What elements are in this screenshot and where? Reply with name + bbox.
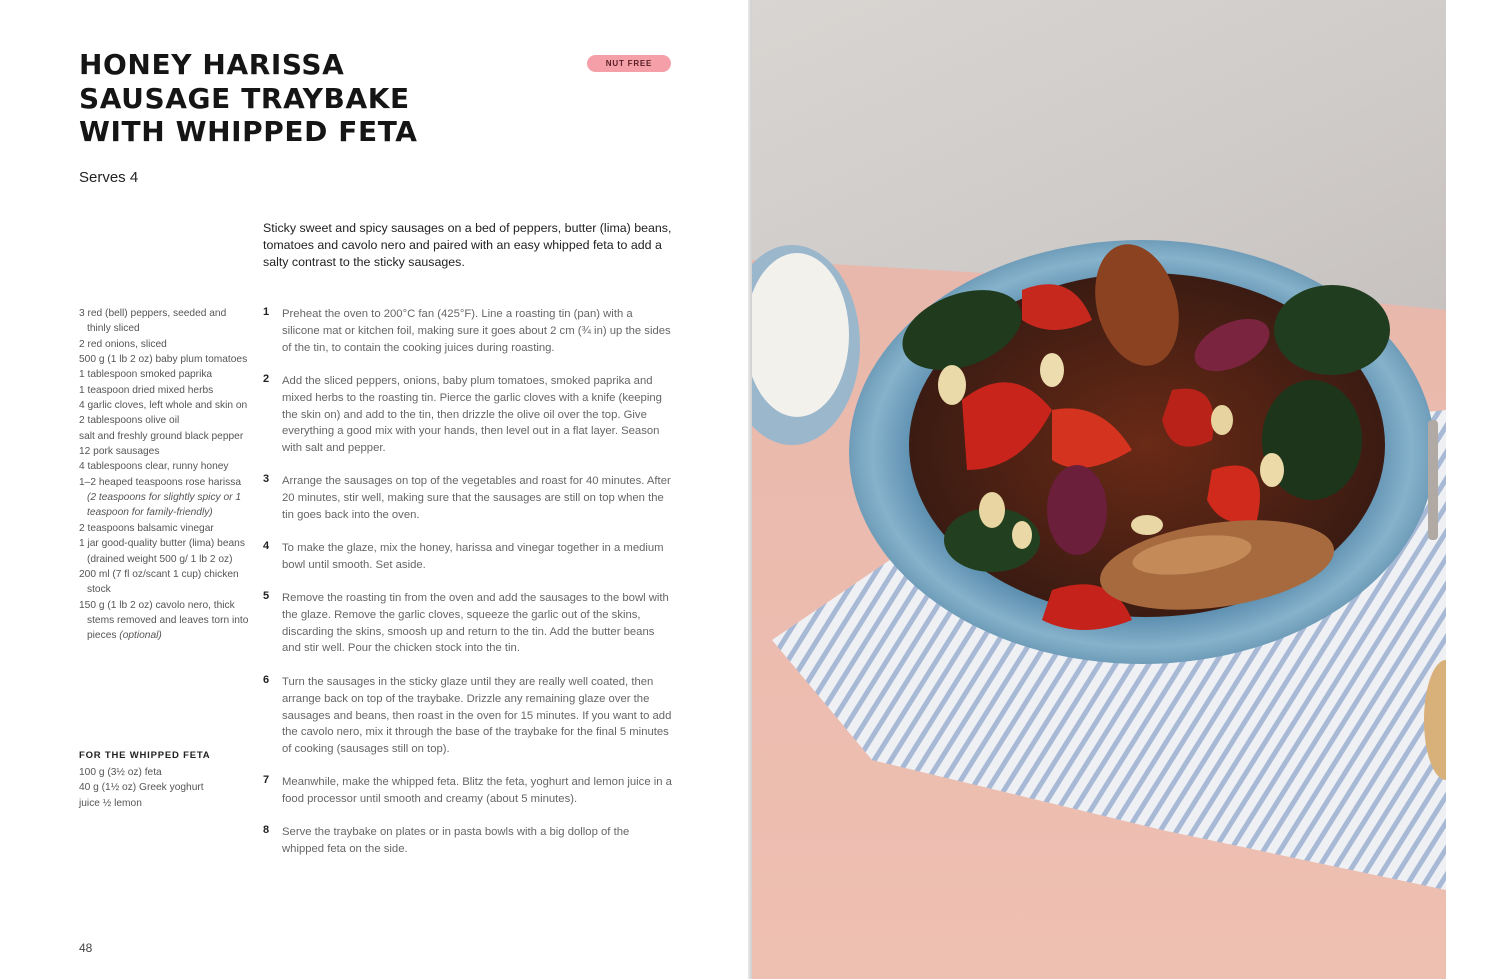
recipe-title-line: WITH WHIPPED FETA [79, 115, 418, 148]
ingredient-note: (optional) [119, 630, 162, 642]
feta-ingredient-item: 100 g (3½ oz) feta [79, 767, 162, 778]
step-number: 6 [263, 674, 270, 686]
ingredient-text: 200 ml (7 fl oz/scant 1 cup) chicken stock [79, 568, 239, 596]
ingredient-item [79, 352, 249, 367]
ingredient-text: 2 red onions, sliced [79, 338, 167, 350]
ingredient-text: 2 tablespoons olive oil [79, 415, 180, 427]
ingredient-item [79, 459, 249, 474]
ingredient-text: 150 g (1 lb 2 oz) cavolo nero, thick stems removed and leaves torn into pieces [79, 599, 249, 642]
ingredient-text: 3 red (bell) peppers, seeded and thinly sliced [79, 308, 227, 335]
step-number: 7 [263, 774, 270, 786]
step-number: 4 [263, 540, 270, 552]
step-text: Preheat the oven to 200°C fan (425°F). Line a roasting tin (pan) with a silicone mat or kitchen foil, making sure it goes about 2 cm (¾ in) up the sides of the tin, to contain the cooking juices during roasting. [282, 308, 671, 354]
fork [1428, 420, 1438, 540]
step-text: Serve the traybake on plates or in pasta bowls with a big dollop of the whipped feta on the side. [282, 826, 630, 855]
ingredient-item [79, 398, 249, 413]
ingredient-item [79, 536, 249, 567]
feta-ingredient-item: juice ½ lemon [79, 797, 142, 809]
ingredient-text: 1 jar good-quality butter (lima) beans (drained weight 500 g/ 1 lb 2 oz) [79, 538, 245, 565]
step-text: Arrange the sausages on top of the vegetables and roast for 40 minutes. After 20 minutes, stir well, making sure that the sausages are still on top when the tin goes back into the oven. [282, 475, 671, 521]
ingredient-text: 2 teaspoons balsamic vinegar [79, 522, 214, 534]
whipped-feta-heading: FOR THE WHIPPED FETA [79, 750, 211, 761]
dish-photo [752, 0, 1446, 979]
step-number: 3 [263, 473, 270, 485]
recipe-intro: Sticky sweet and spicy sausages on a bed of peppers, butter (lima) beans, tomatoes and cavolo nero and paired with an easy whipped feta to add a salty contrast to the sticky sausages. [263, 221, 672, 269]
ingredients-list [79, 306, 249, 644]
ingredient-text: 1–2 heaped teaspoons rose harissa [79, 476, 241, 488]
step-number: 2 [263, 373, 270, 385]
ingredient-item [79, 383, 249, 398]
step-number: 8 [263, 824, 270, 836]
step-number: 1 [263, 306, 270, 318]
step-text: To make the glaze, mix the honey, harissa and vinegar together in a medium bowl until smooth. Set aside. [282, 542, 664, 571]
ingredient-item [79, 306, 249, 337]
ingredient-item [79, 567, 249, 598]
ingredient-text: salt and freshly ground black pepper [79, 430, 244, 442]
ingredient-text: 1 tablespoon smoked paprika [79, 369, 213, 381]
step-text: Add the sliced peppers, onions, baby plum tomatoes, smoked paprika and mixed herbs to the roasting tin. Pierce the garlic cloves with a knife (keeping the skin on) and add to the tin, then drizzle the olive oil over the top. Give everything a good mix with your hands, then level out in a flat layer. Season with salt and pepper. [282, 375, 662, 455]
ingredient-text: 1 teaspoon dried mixed herbs [79, 384, 214, 396]
feta-ingredient-item: 40 g (1½ oz) Greek yoghurt [79, 782, 204, 794]
ingredient-item [79, 429, 249, 444]
step-text: Turn the sausages in the sticky glaze until they are really well coated, then arrange back on top of the traybake. Drizzle any remaining glaze over the sausages and beans, then roast in the oven for 15 minutes. If you want to add the cavolo nero, mix it through the base of the traybake for the final 5 minutes of cooking (sausages still on top). [282, 676, 672, 756]
recipe-title-line: SAUSAGE TRAYBAKE [79, 81, 410, 115]
whipped-feta-list [79, 765, 249, 811]
ingredient-item [79, 598, 249, 644]
ingredient-note: (2 teaspoons for slightly spicy or 1 teaspoon for family-friendly) [87, 492, 242, 519]
ingredient-item [79, 475, 249, 521]
ingredient-text: 4 garlic cloves, left whole and skin on [79, 400, 248, 412]
nut-free-badge: NUT FREE [587, 55, 671, 72]
ingredient-item [79, 521, 249, 536]
serves-label: Serves 4 [79, 169, 139, 186]
recipe-title [79, 48, 499, 149]
page-margin [1446, 0, 1500, 979]
ingredient-item [79, 444, 249, 459]
ingredient-item [79, 413, 249, 428]
ingredient-item [79, 337, 249, 352]
recipe-title-line: HONEY HARISSA [79, 48, 345, 81]
ingredient-text: 12 pork sausages [79, 446, 160, 458]
ingredient-text: 500 g (1 lb 2 oz) baby plum tomatoes [79, 354, 248, 366]
step-number: 5 [263, 590, 270, 602]
step-text: Remove the roasting tin from the oven and add the sausages to the bowl with the glaze. Remove the garlic cloves, squeeze the garlic out of the skins, discarding the skins, smoosh up and return to the tin. Add the butter beans and stir well. Pour the chicken stock into the tin. [282, 592, 669, 655]
ingredient-text: 4 tablespoons clear, runny honey [79, 461, 229, 473]
ingredient-item [79, 367, 249, 382]
step-text: Meanwhile, make the whipped feta. Blitz the feta, yoghurt and lemon juice in a food processor until smooth and creamy (about 5 minutes). [282, 776, 672, 805]
page-number: 48 [79, 941, 93, 955]
